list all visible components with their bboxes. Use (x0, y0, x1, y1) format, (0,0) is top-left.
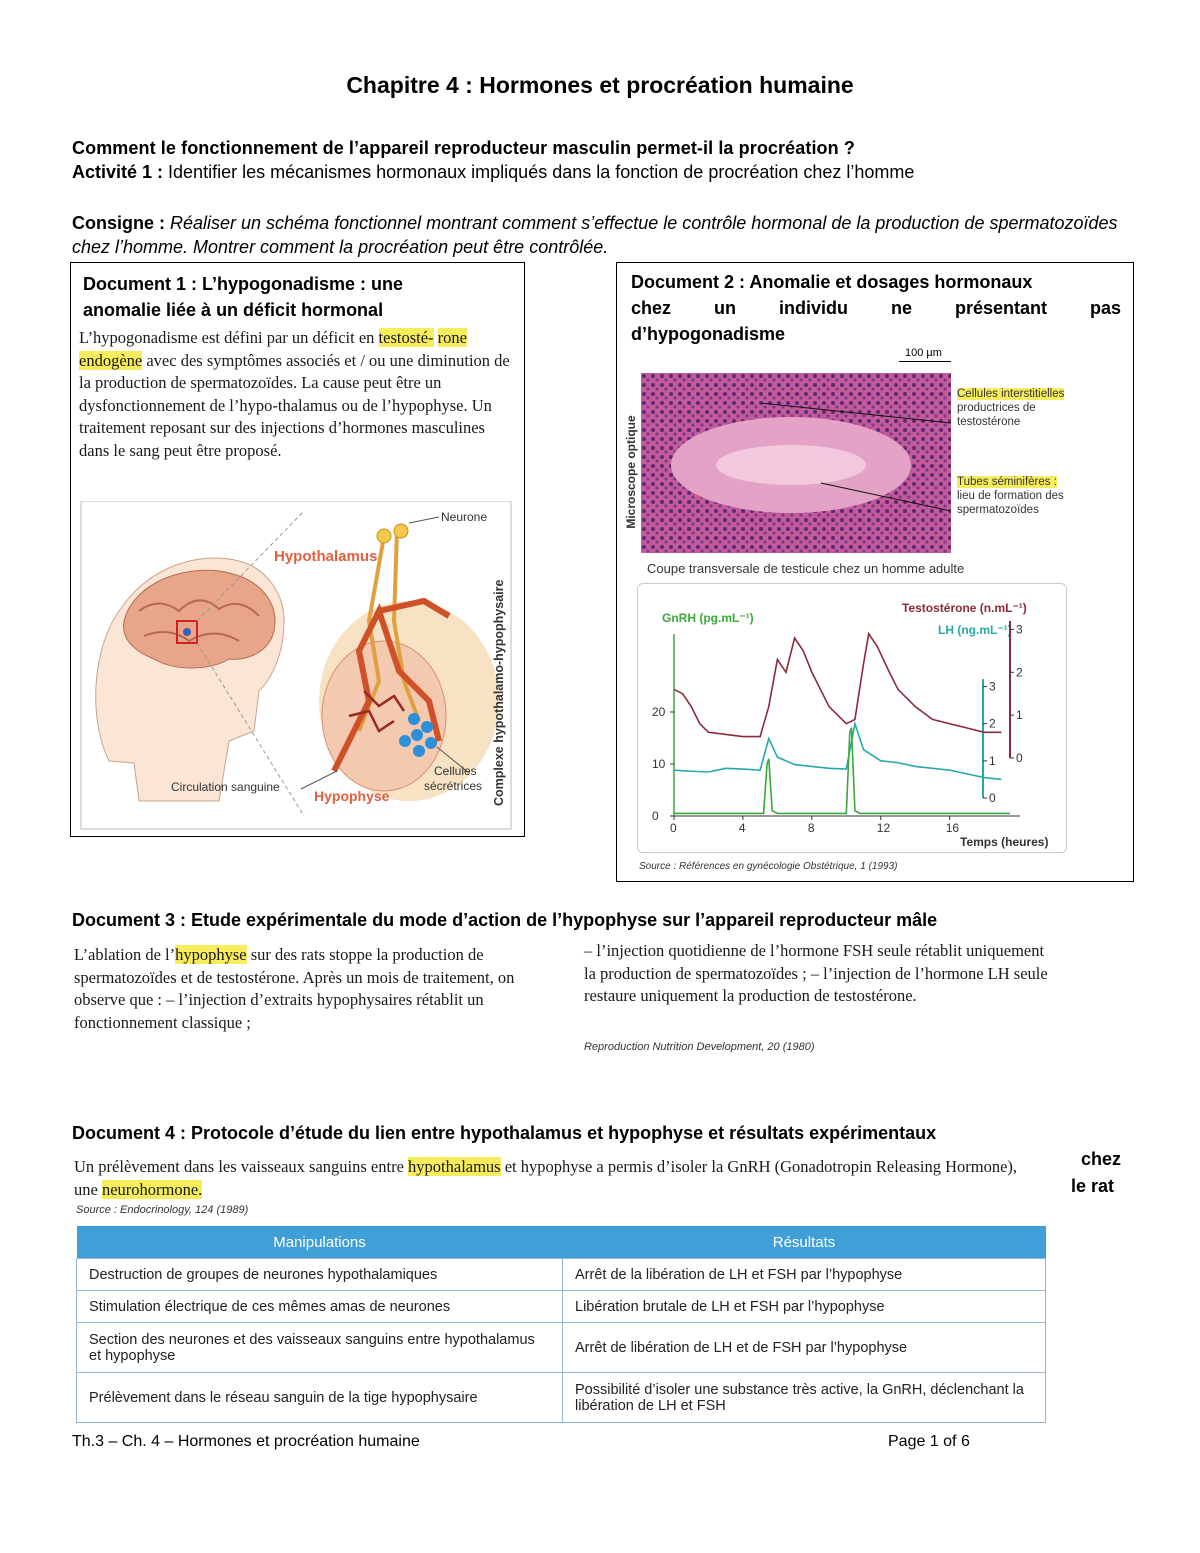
label-hypophyse: Hypophyse (314, 788, 390, 804)
scale-label: 100 µm (905, 347, 942, 359)
doc1-text-before: L’hypogonadisme est défini par un déficit en (79, 328, 379, 347)
testosterone-tick-label: 0 (1016, 751, 1023, 765)
tubes-annotation-highlight: Tubes séminifères : (957, 476, 1057, 488)
table-cell: Stimulation électrique de ces mêmes amas de neurones (77, 1291, 563, 1323)
doc1-title (83, 271, 403, 323)
microscope-label: Microscope optique (624, 415, 638, 529)
lh-tick-label: 3 (989, 679, 996, 694)
cells-annotation-highlight: Cellules interstitielles (957, 388, 1065, 400)
doc3-col1 (74, 944, 542, 1034)
label-hypothalamus: Hypothalamus (274, 548, 378, 565)
doc2-title-line2: chez un individu ne présentant pas (631, 298, 1121, 318)
cells-annotation-text: productrices de testostérone (957, 402, 1036, 428)
x-tick-label: 16 (945, 821, 960, 835)
x-tick-label: 4 (738, 821, 746, 835)
table-cell: Arrêt de la libération de LH et FSH par l’hypophyse (563, 1259, 1046, 1291)
table-cell: Destruction de groupes de neurones hypothalamiques (77, 1259, 563, 1291)
label-secretrices: sécrétrices (424, 779, 483, 793)
table-cell: Possibilité d’isoler une substance très active, la GnRH, déclenchant la libération de LH et FSH (563, 1373, 1046, 1423)
gnrh-axis-title: GnRH (pg.mL⁻¹) (662, 611, 754, 625)
table-row (77, 1373, 1046, 1423)
doc2-title-line3: d’hypogonadisme (631, 324, 786, 344)
neuron-body-1 (377, 529, 391, 543)
doc3-source: Reproduction Nutrition Development, 20 (1980) (584, 1041, 815, 1053)
x-tick-label: 8 (807, 821, 815, 835)
lh-series-line (674, 724, 1001, 780)
doc2-title (631, 269, 1121, 347)
main-question: Comment le fonctionnement de l’appareil reproducteur masculin permet-il la procréation ? (72, 138, 855, 158)
tubes-annotation (957, 475, 1077, 517)
doc1-highlight-2: rone (437, 328, 467, 347)
table-row (77, 1259, 1046, 1291)
label-circulation: Circulation sanguine (171, 780, 280, 794)
testosterone-tick-label: 1 (1016, 708, 1023, 723)
activity-text: Identifier les mécanismes hormonaux impliqués dans la fonction de procréation chez l’homme (163, 162, 915, 182)
doc1-text-after: avec des symptômes associés et / ou une diminution de la production de spermatozoïdes. La cause peut être un dysfonctionnement de l’hypo-thalamus ou de l’hypophyse. Un traitement reposant sur des injections d’hormones masculines dans le sang peut être proposé. (79, 350, 510, 460)
doc4-intro-before: Un prélèvement dans les vaisseaux sanguins entre (74, 1157, 409, 1176)
table-cell: Libération brutale de LH et FSH par l’hypophyse (563, 1291, 1046, 1323)
tubes-annotation-text: lieu de formation des spermatozoïdes (957, 490, 1064, 516)
lh-tick-label: 2 (989, 716, 996, 731)
doc2-source: Source : Références en gynécologie Obstétrique, 1 (1993) (639, 861, 898, 872)
doc3-col1-before: L’ablation de l’ (74, 945, 176, 964)
doc1-title-line1: Document 1 : L’hypogonadisme : une (83, 274, 404, 294)
gnrh-tick-label: 0 (652, 809, 659, 823)
label-complexe: Complexe hypothalamo-hypophysaire (492, 579, 506, 806)
brain-hypophysis-diagram (79, 501, 515, 831)
doc3-highlight: hypophyse (175, 945, 247, 964)
doc4-highlight-2: neurohormone. (101, 1179, 203, 1199)
hormone-chart (638, 584, 1066, 852)
lh-tick-label: 0 (989, 791, 996, 805)
x-axis-title: Temps (heures) (960, 835, 1049, 849)
x-tick-label: 0 (670, 821, 677, 835)
table-cell: Section des neurones et des vaisseaux sanguins entre hypothalamus et hypophyse (77, 1323, 563, 1373)
doc2-title-line1: Document 2 : Anomalie et dosages hormonaux (631, 272, 1033, 292)
gnrh-tick-label: 20 (652, 705, 666, 719)
brain-dot (183, 628, 191, 636)
consigne-text: Réaliser un schéma fonctionnel montrant comment s’effectue le contrôle hormonal de la production de spermatozoïdes chez l’homme. Montrer comment la procréation peut être contrôlée. (72, 213, 1118, 257)
doc4-source: Source : Endocrinology, 124 (1989) (76, 1204, 249, 1216)
micrograph-caption: Coupe transversale de testicule chez un homme adulte (647, 561, 965, 576)
doc4-title-end2: le rat (1071, 1176, 1115, 1196)
table-cell: Arrêt de libération de LH et de FSH par l’hypophyse (563, 1323, 1046, 1373)
doc4-intro (74, 1156, 1034, 1201)
doc1-text (79, 327, 511, 462)
label-cellules: Cellules (434, 764, 477, 778)
table-header-row (77, 1226, 1046, 1259)
testosterone-axis-title: Testostérone (n.mL⁻¹) (902, 601, 1027, 615)
activity-label: Activité 1 : (72, 162, 164, 182)
scale-bar (899, 361, 951, 362)
x-tick-label: 12 (876, 821, 891, 835)
neuron-body-2 (394, 524, 408, 538)
table-cell: Prélèvement dans le réseau sanguin de la tige hypophysaire (77, 1373, 563, 1423)
doc1-highlight-1: testosté- (378, 328, 434, 347)
document-2 (616, 262, 1134, 882)
doc1-highlight-3: endogène (79, 350, 143, 370)
microscope-label-wrap (621, 415, 641, 535)
consigne (72, 211, 1142, 259)
doc4-title-end1: chez (1081, 1149, 1122, 1169)
doc4-title: Document 4 : Protocole d’étude du lien entre hypothalamus et hypophyse et résultats expérimentaux (72, 1123, 937, 1143)
gnrh-series-line (674, 728, 1010, 814)
cells-annotation (957, 387, 1077, 429)
consigne-label: Consigne : (72, 213, 165, 233)
tubule-center (716, 445, 866, 485)
table-header-resultats: Résultats (563, 1226, 1046, 1259)
hormone-chart-frame (637, 583, 1067, 853)
testosterone-tick-label: 3 (1016, 622, 1023, 637)
doc3-col2: – l’injection quotidienne de l’hormone FSH seule rétablit uniquement la production de spermatozoïdes ; – l’injection de l’hormone LH seule restaure uniquement la production de testostérone. (584, 941, 1048, 1005)
hypophysis-gland (322, 641, 446, 791)
testosterone-tick-label: 2 (1016, 665, 1023, 680)
doc2-figure (617, 345, 1069, 879)
table-row (77, 1323, 1046, 1373)
doc4-intro-mid: et hypophyse a permis d’isoler la GnRH (Gonadotropin Releasing Hormone), une (74, 1157, 1018, 1199)
testosterone-series-line (674, 634, 1001, 737)
footer-page-number: Page 1 of 6 (888, 1433, 970, 1450)
table-row (77, 1291, 1046, 1323)
doc1-title-line2: anomalie liée à un déficit hormonal (83, 300, 384, 320)
doc3-title: Document 3 : Etude expérimentale du mode d’action de l’hypophyse sur l’appareil reproducteur mâle (72, 910, 938, 930)
gnrh-tick-label: 10 (652, 757, 666, 771)
doc4-results-table (76, 1226, 1046, 1423)
lh-axis-title: LH (ng.mL⁻¹) (938, 623, 1012, 637)
doc4-highlight-1: hypothalamus (408, 1157, 501, 1176)
lh-tick-label: 1 (989, 753, 996, 768)
testis-micrograph (641, 373, 951, 553)
doc3-col1-after: sur des rats stoppe la production de spermatozoïdes et de testostérone. Après un mois de traitement, on observe que : – l’injection d’extraits hypophysaires rétablit un fonctionnement classique ; (74, 945, 515, 1032)
label-neurone: Neurone (441, 510, 488, 524)
activity-line (72, 162, 914, 183)
page-title: Chapitre 4 : Hormones et procréation humaine (346, 72, 854, 98)
footer-left: Th.3 – Ch. 4 – Hormones et procréation humaine (72, 1433, 420, 1450)
document-1 (70, 262, 525, 837)
table-header-manipulations: Manipulations (77, 1226, 563, 1259)
